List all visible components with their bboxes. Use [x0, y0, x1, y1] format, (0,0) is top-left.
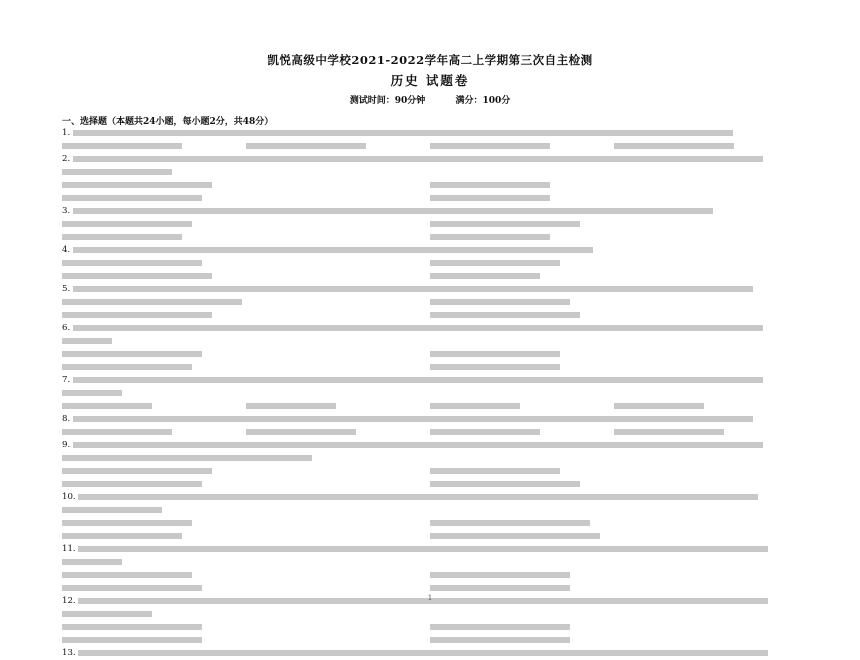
exam-time: 测试时间：90分钟 [349, 96, 426, 106]
question-options [62, 426, 798, 439]
question-options [62, 348, 798, 361]
question-stem-cont [62, 166, 798, 179]
question-stem: 4. [62, 244, 798, 257]
question-stem: 8. [62, 413, 798, 426]
question-stem-cont [62, 504, 798, 517]
question-stem: 9. [62, 439, 798, 452]
question-list [62, 127, 798, 660]
question-options [62, 517, 798, 530]
exam-title: 凯悦高级中学校2021-2022学年高二上学期第三次自主检测 [267, 53, 593, 67]
question-stem: 5. [62, 283, 798, 296]
question-stem-cont [62, 387, 798, 400]
question-options [62, 478, 798, 491]
question-stem: 2. [62, 153, 798, 166]
question-options [62, 257, 798, 270]
question-options [62, 192, 798, 205]
question-stem: 6. [62, 322, 798, 335]
question-options [62, 569, 798, 582]
question-stem: 11. [62, 543, 798, 556]
exam-subject: 历史 试题卷 [390, 73, 470, 88]
question-options [62, 634, 798, 647]
question-stem: 10. [62, 491, 798, 504]
question-options [62, 179, 798, 192]
question-options [62, 140, 798, 153]
question-stem-cont [62, 608, 798, 621]
question-options [62, 530, 798, 543]
question-options [62, 465, 798, 478]
page-number: 1 [427, 594, 433, 602]
question-stem-cont [62, 452, 798, 465]
question-options [62, 361, 798, 374]
question-stem: 13. [62, 647, 798, 660]
exam-score: 满分：100分 [455, 96, 511, 106]
question-stem: 7. [62, 374, 798, 387]
question-stem-cont [62, 335, 798, 348]
question-options [62, 218, 798, 231]
exam-header [62, 52, 798, 106]
question-stem: 1. [62, 127, 798, 140]
exam-meta [62, 93, 798, 106]
question-options [62, 309, 798, 322]
question-stem-cont [62, 556, 798, 569]
question-options [62, 400, 798, 413]
question-options [62, 270, 798, 283]
question-options [62, 231, 798, 244]
question-stem: 12. [62, 595, 798, 608]
section-title: 一、选择题（本题共24小题，每小题2分，共48分） [62, 117, 274, 127]
question-options [62, 296, 798, 309]
question-stem: 3. [62, 205, 798, 218]
question-options [62, 621, 798, 634]
